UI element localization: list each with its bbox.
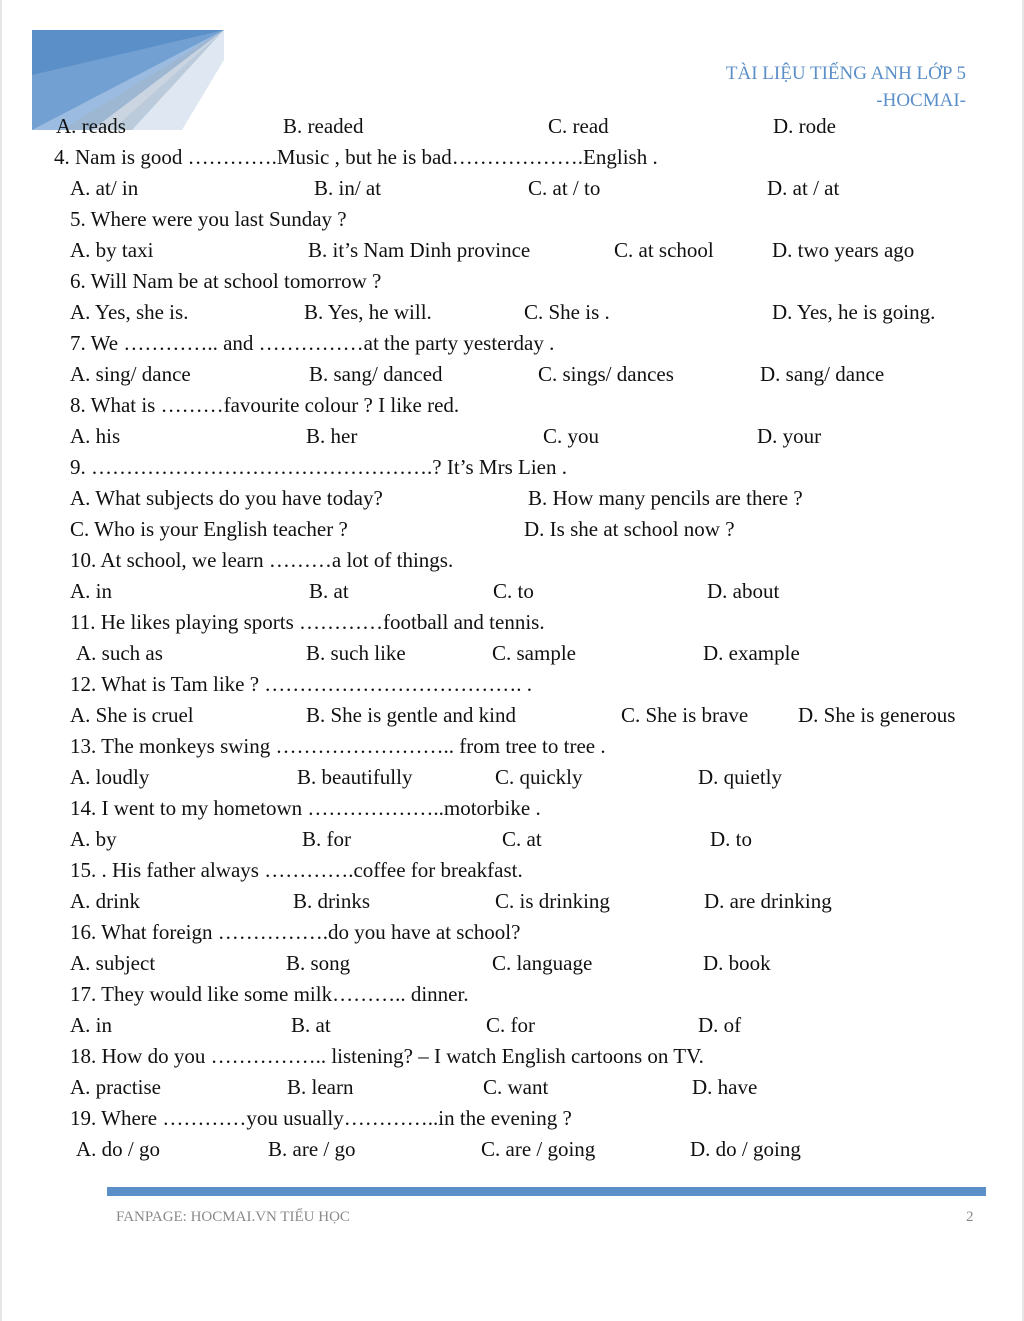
answer-option: D. at / at (767, 176, 840, 200)
answer-option: D. are drinking (704, 889, 832, 913)
answer-option: C. She is . (524, 300, 610, 324)
answer-option: D. example (703, 641, 800, 665)
answer-options-line (0, 1072, 1024, 1103)
answer-option: C. at (502, 827, 542, 851)
answer-option: A. his (70, 424, 121, 448)
question-line (0, 855, 1024, 886)
footer-divider (107, 1187, 986, 1196)
answer-option: B. beautifully (297, 765, 413, 789)
answer-option: A. practise (70, 1075, 161, 1099)
answer-options-line (0, 576, 1024, 607)
answer-option: C. at school (614, 238, 714, 262)
answer-option: B. sang/ danced (309, 362, 443, 386)
question-text: 15. . His father always ………….coffee for breakfast. (70, 858, 523, 882)
answer-option: C. want (483, 1075, 549, 1099)
answer-options-line (0, 948, 1024, 979)
answer-option: C. language (492, 951, 593, 975)
answer-option: A. She is cruel (70, 703, 194, 727)
answer-option: D. Yes, he is going. (772, 300, 936, 324)
answer-option: D. do / going (690, 1137, 801, 1161)
answer-option: C. quickly (495, 765, 583, 789)
answer-option: C. She is brave (621, 703, 749, 727)
answer-option: B. for (302, 827, 351, 851)
answer-option: C. to (493, 579, 534, 603)
answer-option: D. book (703, 951, 771, 975)
answer-options-line (0, 638, 1024, 669)
answer-option: B. song (286, 951, 351, 975)
answer-option: A. sing/ dance (70, 362, 191, 386)
header-title-line1: TÀI LIỆU TIẾNG ANH LỚP 5 (725, 63, 966, 84)
question-line (0, 452, 1024, 483)
question-text: 10. At school, we learn ………a lot of things. (70, 548, 454, 572)
answer-option: A. drink (70, 889, 140, 913)
answer-option: B. in/ at (314, 176, 382, 200)
question-text: 14. I went to my hometown ………………..motorbike . (70, 796, 541, 820)
answer-options-line (0, 824, 1024, 855)
answer-option: B. She is gentle and kind (306, 703, 516, 727)
answer-option: A. in (70, 579, 112, 603)
answer-option: C. is drinking (495, 889, 610, 913)
question-text: 4. Nam is good ………….Music , but he is bad……………….English . (54, 145, 658, 169)
answer-options-line (0, 421, 1024, 452)
answer-options-line (0, 483, 1024, 514)
answer-options-line (0, 359, 1024, 390)
answer-option: C. Who is your English teacher ? (70, 517, 348, 541)
question-line (0, 1103, 1024, 1134)
answer-option: C. are / going (481, 1137, 596, 1161)
answer-option: D. She is generous (798, 703, 956, 727)
question-text: 9. ………………………………………….? It’s Mrs Lien . (70, 455, 567, 479)
answer-options-line (0, 297, 1024, 328)
question-text: 13. The monkeys swing …………………….. from tree to tree . (70, 734, 606, 758)
page-number: 2 (966, 1209, 974, 1225)
answer-option: A. reads (56, 114, 126, 138)
answer-option: A. by (70, 827, 117, 851)
answer-options-line (0, 762, 1024, 793)
answer-options-line (0, 514, 1024, 545)
question-text: 7. We ………….. and ……………at the party yesterday . (70, 331, 555, 355)
question-text: 8. What is ………favourite colour ? I like red. (70, 393, 460, 417)
question-text: 16. What foreign …………….do you have at school? (70, 920, 521, 944)
question-line (0, 390, 1024, 421)
answer-option: B. How many pencils are there ? (528, 486, 803, 510)
question-line (0, 266, 1024, 297)
answer-options-line (0, 1010, 1024, 1041)
answer-options-line (0, 111, 1024, 142)
question-text: 19. Where …………you usually…………..in the evening ? (70, 1106, 572, 1130)
question-line (0, 731, 1024, 762)
answer-option: A. by taxi (70, 238, 154, 262)
answer-option: B. learn (287, 1075, 354, 1099)
answer-option: D. rode (773, 114, 836, 138)
document-header (726, 60, 966, 114)
answer-options-line (0, 235, 1024, 266)
answer-option: B. are / go (268, 1137, 356, 1161)
question-text: 12. What is Tam like ? ………………………………. . (70, 672, 533, 696)
question-text: 5. Where were you last Sunday ? (70, 207, 347, 231)
answer-option: D. to (710, 827, 752, 851)
answer-option: D. about (707, 579, 780, 603)
question-line (0, 917, 1024, 948)
answer-option: B. her (306, 424, 358, 448)
answer-option: B. it’s Nam Dinh province (308, 238, 531, 262)
question-line (0, 142, 1024, 173)
answer-options-line (0, 1134, 1024, 1165)
question-line (0, 793, 1024, 824)
question-text: 11. He likes playing sports …………football and tennis. (70, 610, 545, 634)
question-text: 18. How do you …………….. listening? – I watch English cartoons on TV. (70, 1044, 704, 1068)
answer-option: A. in (70, 1013, 112, 1037)
answer-option: B. readed (283, 114, 364, 138)
answer-option: A. such as (76, 641, 163, 665)
question-text: 17. They would like some milk……….. dinner. (70, 982, 469, 1006)
question-line (0, 1041, 1024, 1072)
answer-option: A. Yes, she is. (70, 300, 189, 324)
question-line (0, 979, 1024, 1010)
answer-option: D. have (692, 1075, 758, 1099)
answer-option: A. loudly (70, 765, 150, 789)
answer-option: C. you (543, 424, 600, 448)
answer-option: D. of (698, 1013, 742, 1037)
answer-option: A. What subjects do you have today? (70, 486, 383, 510)
question-line (0, 607, 1024, 638)
answer-option: C. sings/ dances (538, 362, 674, 386)
answer-options-line (0, 886, 1024, 917)
question-line (0, 545, 1024, 576)
answer-option: A. at/ in (70, 176, 139, 200)
answer-option: A. do / go (76, 1137, 160, 1161)
answer-option: C. read (548, 114, 609, 138)
answer-option: D. Is she at school now ? (524, 517, 735, 541)
question-line (0, 669, 1024, 700)
header-title-line2: -HOCMAI- (876, 90, 966, 111)
answer-options-line (0, 700, 1024, 731)
answer-option: B. Yes, he will. (304, 300, 432, 324)
answer-option: C. for (486, 1013, 535, 1037)
answer-option: C. sample (492, 641, 576, 665)
answer-option: D. quietly (698, 765, 782, 789)
answer-option: C. at / to (528, 176, 601, 200)
answer-option: B. at (291, 1013, 331, 1037)
answer-option: B. such like (306, 641, 406, 665)
answer-option: B. drinks (293, 889, 371, 913)
answer-option: B. at (309, 579, 349, 603)
answer-option: D. your (757, 424, 822, 448)
footer-fanpage: FANPAGE: HOCMAI.VN TIỂU HỌC (116, 1209, 350, 1225)
answer-option: D. sang/ dance (760, 362, 885, 386)
answer-option: D. two years ago (772, 238, 915, 262)
question-line (0, 328, 1024, 359)
answer-options-line (0, 173, 1024, 204)
question-text: 6. Will Nam be at school tomorrow ? (70, 269, 382, 293)
question-line (0, 204, 1024, 235)
answer-option: A. subject (70, 951, 156, 975)
